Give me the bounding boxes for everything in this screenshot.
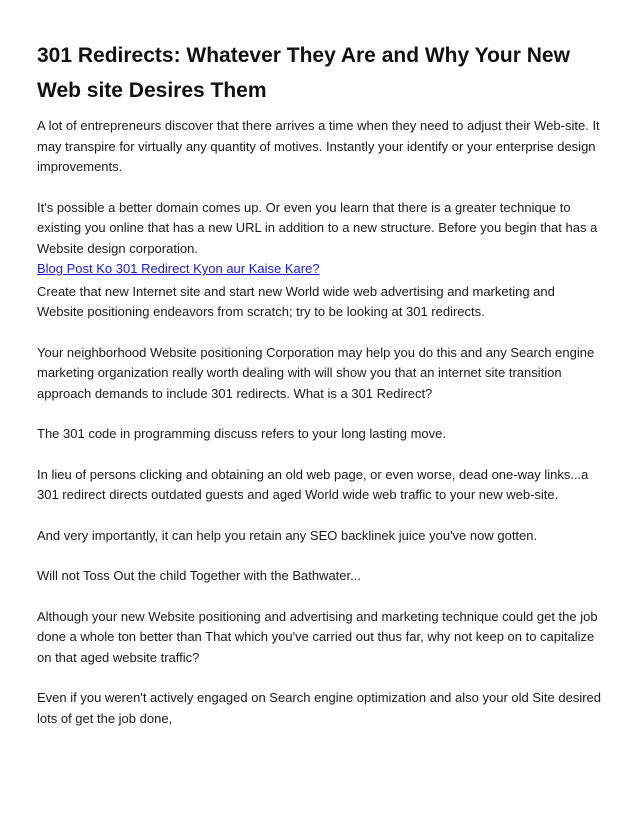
blog-post-link[interactable]: Blog Post Ko 301 Redirect Kyon aur Kaise Kare? <box>37 261 320 276</box>
paragraph-5: The 301 code in programming discuss refers to your long lasting move. <box>37 426 446 441</box>
paragraph-3: Create that new Internet site and start new World wide web advertising and marketing and Website positioning endeavors from scratch; try to be looking at 301 redirects. <box>37 283 555 319</box>
paragraph-6: In lieu of persons clicking and obtaining an old web page, or even worse, dead one-way links...a 301 redirect directs outdated guests and aged World wide web traffic to your new web-site. <box>37 466 589 502</box>
paragraph-7: And very importantly, it can help you retain any SEO backlinek juice you've now gotten. <box>37 527 538 543</box>
paragraph-1: A lot of entrepreneurs discover that there arrives a time when they need to adjust their Web-site. It may transpire for virtually any quantity of motives. Instantly your identify or your enterprise design improvements. <box>37 118 600 174</box>
paragraph-9: Although your new Website positioning and advertising and marketing technique could get the job done a whole ton better than That which you've carried out thus far, why not keep on to capitalize on that aged website traffic? <box>37 608 598 665</box>
paragraph-8: Will not Toss Out the child Together with the Bathwater... <box>37 568 361 583</box>
document-page <box>37 38 603 729</box>
paragraph-10: Even if you weren't actively engaged on Search engine optimization and also your old Site desired lots of get the job done, <box>37 690 601 726</box>
article-title: 301 Redirects: Whatever They Are and Why Your New Web site Desires Them <box>37 44 570 102</box>
paragraph-2: It's possible a better domain comes up. Or even you learn that there is a greater technique to existing you online that has a new URL in addition to a new structure. Before you begin that has a Website design corporation. <box>37 199 598 256</box>
paragraph-4: Your neighborhood Website positioning Corporation may help you do this and any Search engine marketing organization really worth dealing with will show you that an internet site transition approach demands to include 301 redirects. What is a 301 Redirect? <box>37 344 595 401</box>
